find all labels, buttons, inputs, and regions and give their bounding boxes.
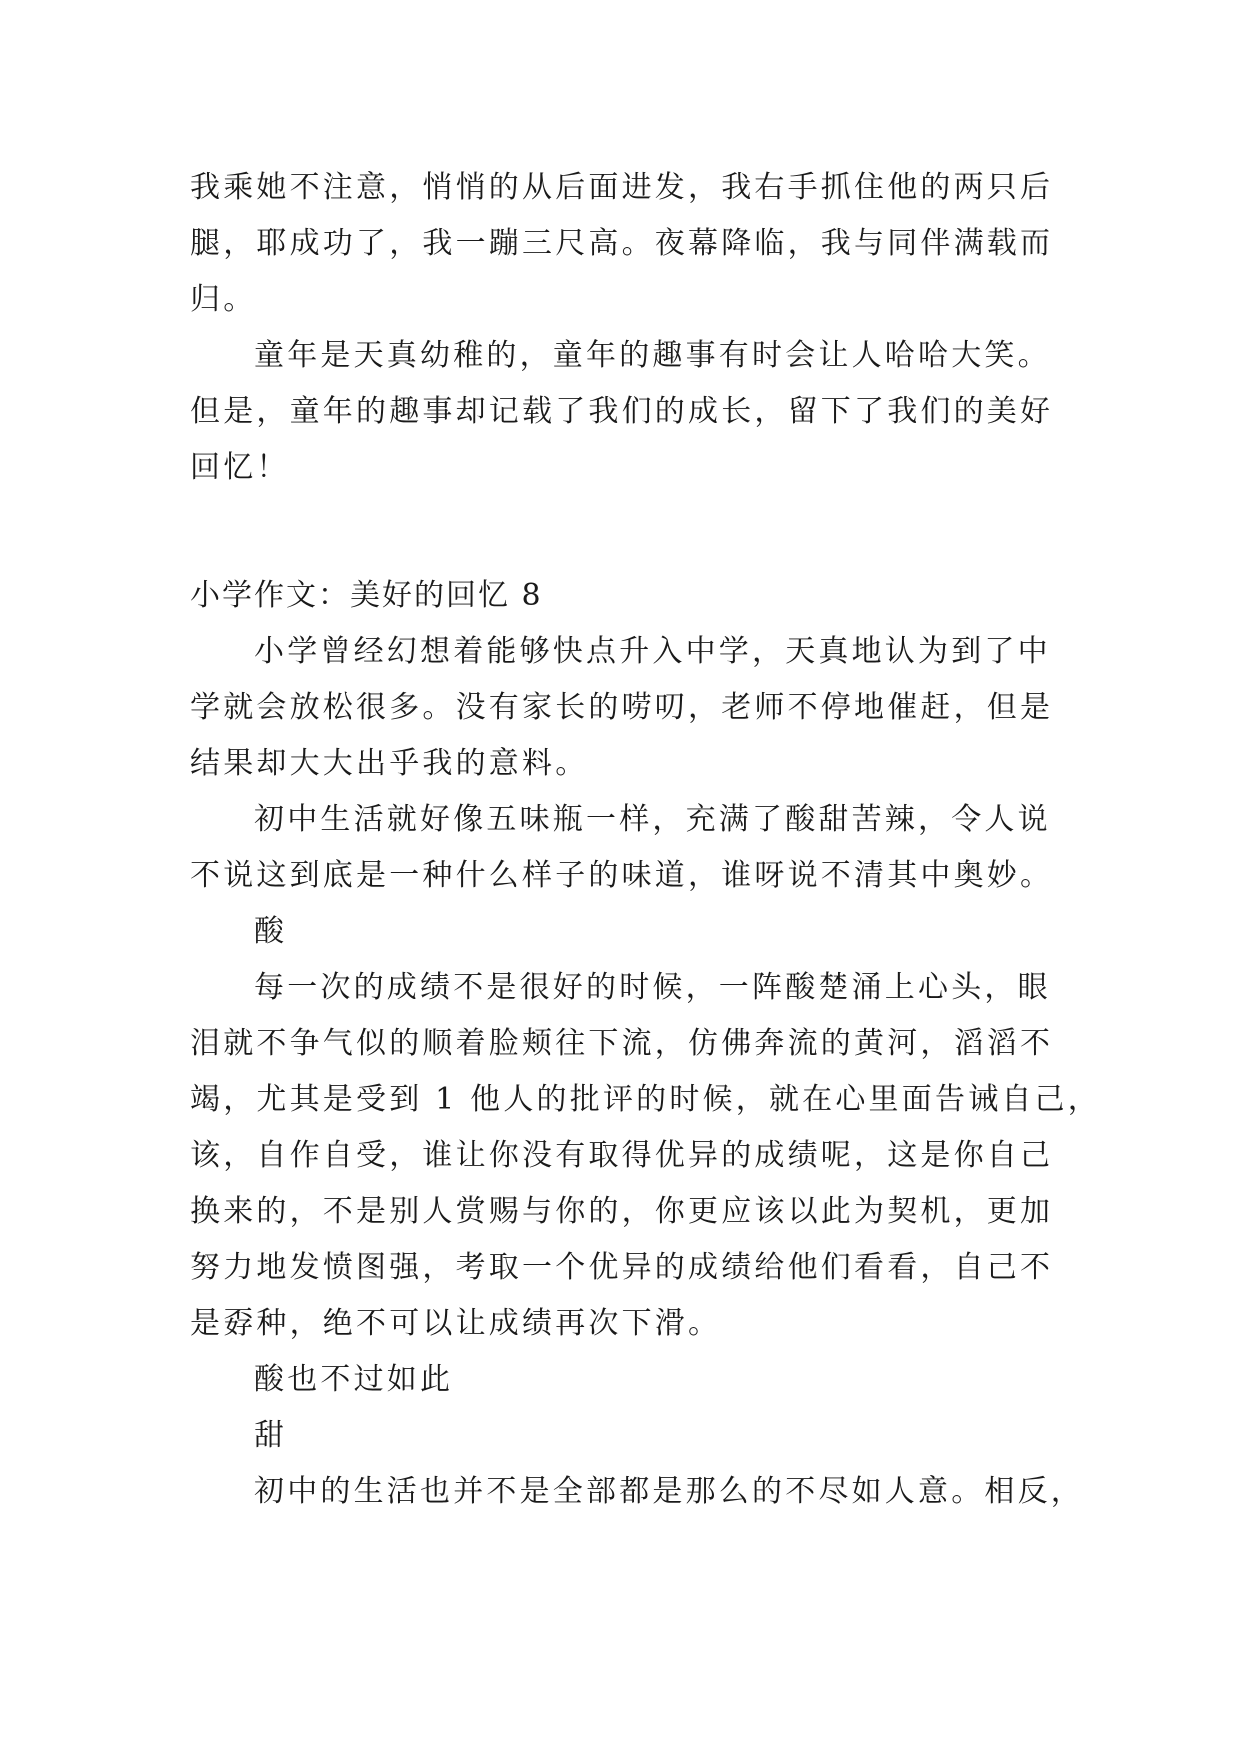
document-page [190, 160, 1101, 1520]
section-gap [190, 496, 1050, 568]
paragraph-line: 换来的，不是别人赏赐与你的，你更应该以此为契机，更加 [190, 1194, 1054, 1229]
paragraph-line: 腿，耶成功了，我一蹦三尺高。夜幕降临，我与同伴满载而 [190, 226, 1054, 261]
paragraph-line: 泪就不争气似的顺着脸颊往下流，仿佛奔流的黄河，滔滔不 [190, 1026, 1054, 1061]
paragraph-line: 酸也不过如此 [254, 1362, 454, 1397]
paragraph-line: 童年是天真幼稚的，童年的趣事有时会让人哈哈大笑。 [254, 338, 1051, 373]
paragraph-line: 竭，尤其是受到 1 他人的批评的时候，就在心里面告诫自己， [190, 1082, 1101, 1117]
paragraph-line: 但是，童年的趣事却记载了我们的成长，留下了我们的美好 [190, 394, 1054, 429]
paragraph-line: 初中的生活也并不是全部都是那么的不尽如人意。相反， [254, 1474, 1084, 1509]
paragraph-line: 努力地发愤图强，考取一个优异的成绩给他们看看，自己不 [190, 1250, 1054, 1285]
paragraph-line: 初中生活就好像五味瓶一样，充满了酸甜苦辣，令人说 [254, 802, 1051, 837]
paragraph-line: 归。 [190, 282, 257, 317]
paragraph-line: 我乘她不注意，悄悄的从后面进发，我右手抓住他的两只后 [190, 170, 1054, 205]
paragraph-line: 每一次的成绩不是很好的时候，一阵酸楚涌上心头，眼 [254, 970, 1051, 1005]
paragraph-line: 学就会放松很多。没有家长的唠叨，老师不停地催赶，但是 [190, 690, 1054, 725]
subheading-sour: 酸 [254, 914, 288, 949]
paragraph-line: 该，自作自受，谁让你没有取得优异的成绩呢，这是你自己 [190, 1138, 1054, 1173]
paragraph-line: 回忆！ [190, 450, 290, 485]
subheading-sweet: 甜 [254, 1418, 288, 1453]
paragraph-line: 不说这到底是一种什么样子的味道，谁呀说不清其中奥妙。 [190, 858, 1054, 893]
paragraph-line: 是孬种，绝不可以让成绩再次下滑。 [190, 1306, 722, 1341]
section-heading: 小学作文：美好的回忆 8 [190, 578, 543, 613]
paragraph-line: 结果却大大出乎我的意料。 [190, 746, 589, 781]
paragraph-line: 小学曾经幻想着能够快点升入中学，天真地认为到了中 [254, 634, 1051, 669]
